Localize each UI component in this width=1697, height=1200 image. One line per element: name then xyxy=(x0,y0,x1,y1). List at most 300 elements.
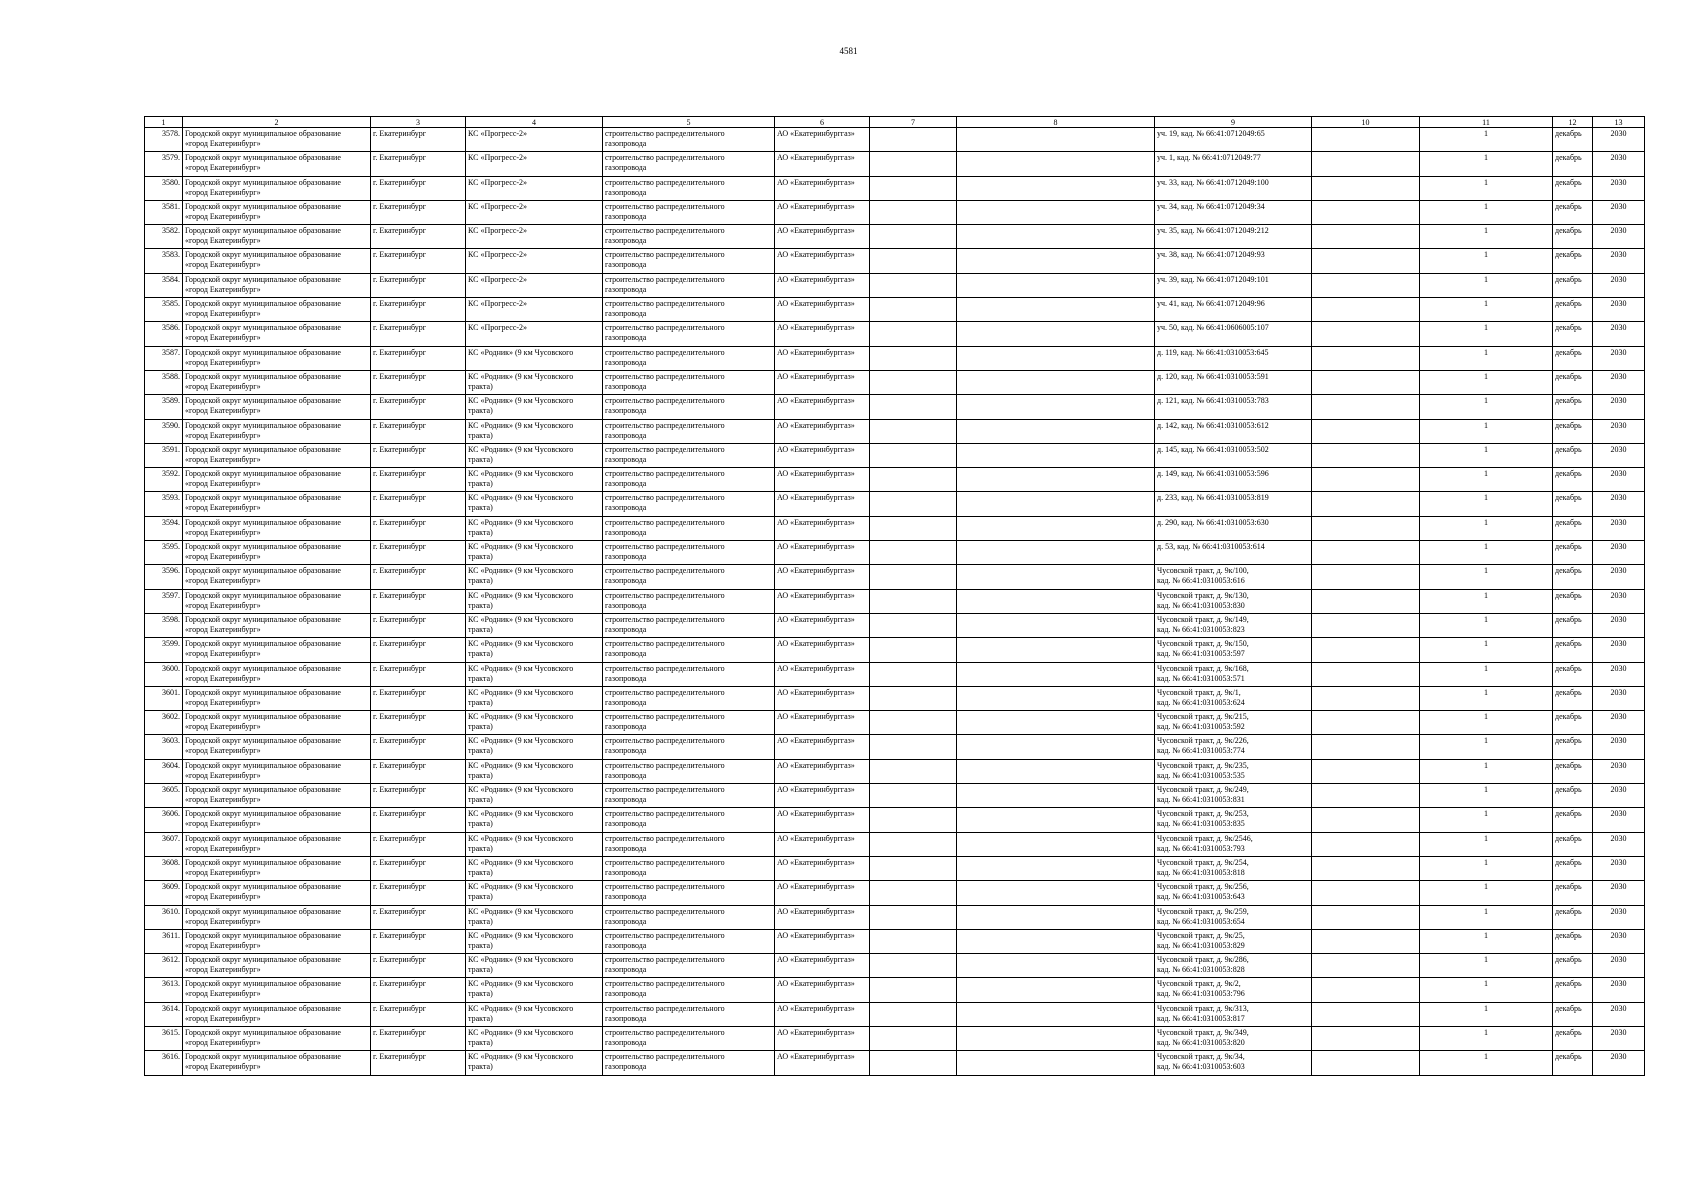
city-cell xyxy=(371,686,466,710)
cell-text: газопровода xyxy=(605,965,647,975)
organization-cell xyxy=(775,638,870,662)
cell-text: г. Екатеринбург xyxy=(373,882,427,892)
column-8-cell xyxy=(957,662,1155,686)
cell-text: «город Екатеринбург» xyxy=(185,746,261,756)
cell-text: декабрь xyxy=(1555,857,1582,867)
work-type-cell xyxy=(603,954,775,978)
quantity-cell xyxy=(1420,346,1553,370)
cell-text: 1 xyxy=(1484,177,1488,187)
year-cell xyxy=(1593,541,1645,565)
station-cell xyxy=(466,395,603,419)
month-cell xyxy=(1553,589,1593,613)
cell-text: тракта) xyxy=(468,552,493,562)
column-8-cell xyxy=(957,905,1155,929)
table-row xyxy=(145,856,1645,880)
address-cell xyxy=(1155,613,1312,637)
cell-text: КС «Родник» (9 км Чусовского xyxy=(468,420,574,430)
row-number-cell xyxy=(145,784,183,808)
work-type-cell xyxy=(603,711,775,735)
cell-text: КС «Родник» (9 км Чусовского xyxy=(468,833,574,843)
cell-text: КС «Прогресс-2» xyxy=(468,201,528,211)
city-cell xyxy=(371,370,466,394)
municipality-cell xyxy=(183,516,371,540)
column-10-cell xyxy=(1312,1026,1420,1050)
cell-text: кад. № 66:41:0310053:829 xyxy=(1157,940,1245,950)
cell-text: КС «Родник» (9 км Чусовского xyxy=(468,493,574,503)
cell-text: строительство распределительного xyxy=(605,1003,725,1013)
cell-text: г. Екатеринбург xyxy=(373,590,427,600)
cell-text: «город Екатеринбург» xyxy=(185,1013,261,1023)
cell-text: Чусовской тракт, д. 9к/215, xyxy=(1157,712,1249,722)
city-cell xyxy=(371,346,466,370)
quantity-cell xyxy=(1420,735,1553,759)
work-type-cell xyxy=(603,200,775,224)
cell-text: Городской округ муниципальное образование xyxy=(185,882,341,892)
cell-text: 1 xyxy=(1484,639,1488,649)
cell-text: Городской округ муниципальное образование xyxy=(185,566,341,576)
cell-text: АО «Екатеринбурггаз» xyxy=(777,469,855,479)
cell-text: 3603. xyxy=(162,736,180,746)
column-8-cell xyxy=(957,225,1155,249)
cell-text: АО «Екатеринбурггаз» xyxy=(777,857,855,867)
organization-cell xyxy=(775,346,870,370)
cell-text: декабрь xyxy=(1555,566,1582,576)
work-type-cell xyxy=(603,492,775,516)
address-cell xyxy=(1155,759,1312,783)
column-10-cell xyxy=(1312,225,1420,249)
address-cell xyxy=(1155,638,1312,662)
address-cell xyxy=(1155,200,1312,224)
cell-text: газопровода xyxy=(605,576,647,586)
row-number-cell xyxy=(145,686,183,710)
cell-text: строительство распределительного xyxy=(605,566,725,576)
row-number-cell xyxy=(145,638,183,662)
cell-text: декабрь xyxy=(1555,712,1582,722)
cell-text: АО «Екатеринбурггаз» xyxy=(777,444,855,454)
quantity-cell xyxy=(1420,395,1553,419)
cell-text: Городской округ муниципальное образование xyxy=(185,1027,341,1037)
quantity-cell xyxy=(1420,200,1553,224)
cell-text: Городской округ муниципальное образование xyxy=(185,371,341,381)
municipality-cell xyxy=(183,808,371,832)
station-cell xyxy=(466,298,603,322)
cell-text: газопровода xyxy=(605,211,647,221)
month-cell xyxy=(1553,856,1593,880)
cell-text: уч. 39, кад. № 66:41:0712049:101 xyxy=(1157,274,1269,284)
cell-text: г. Екатеринбург xyxy=(373,712,427,722)
page-number: 4581 xyxy=(839,46,858,56)
column-7-cell xyxy=(870,881,957,905)
cell-text: г. Екатеринбург xyxy=(373,663,427,673)
work-type-cell xyxy=(603,808,775,832)
table-row xyxy=(145,638,1645,662)
column-10-cell xyxy=(1312,273,1420,297)
cell-text: 1 xyxy=(1484,396,1488,406)
cell-text: строительство распределительного xyxy=(605,226,725,236)
municipality-cell xyxy=(183,759,371,783)
year-cell xyxy=(1593,784,1645,808)
column-7-cell xyxy=(870,1051,957,1075)
city-cell xyxy=(371,881,466,905)
station-cell xyxy=(466,249,603,273)
station-cell xyxy=(466,638,603,662)
cell-text: тракта) xyxy=(468,965,493,975)
cell-text: 1 xyxy=(1484,226,1488,236)
work-type-cell xyxy=(603,152,775,176)
cell-text: декабрь xyxy=(1555,930,1582,940)
cell-text: «город Екатеринбург» xyxy=(185,600,261,610)
row-number-cell xyxy=(145,808,183,832)
cell-text: декабрь xyxy=(1555,955,1582,965)
cell-text: кад. № 66:41:0310053:831 xyxy=(1157,795,1245,805)
cell-text: КС «Прогресс-2» xyxy=(468,153,528,163)
cell-text: г. Екатеринбург xyxy=(373,1052,427,1062)
cell-text: кад. № 66:41:0310053:793 xyxy=(1157,843,1245,853)
column-10-cell xyxy=(1312,613,1420,637)
address-cell xyxy=(1155,686,1312,710)
cell-text: Городской округ муниципальное образование xyxy=(185,201,341,211)
station-cell xyxy=(466,735,603,759)
cell-text: д. 120, кад. № 66:41:0310053:591 xyxy=(1157,371,1269,381)
city-cell xyxy=(371,541,466,565)
work-type-cell xyxy=(603,468,775,492)
column-10-cell xyxy=(1312,711,1420,735)
month-cell xyxy=(1553,565,1593,589)
quantity-cell xyxy=(1420,370,1553,394)
cell-text: «город Екатеринбург» xyxy=(185,770,261,780)
quantity-cell xyxy=(1420,273,1553,297)
cell-text: АО «Екатеринбурггаз» xyxy=(777,979,855,989)
work-type-cell xyxy=(603,832,775,856)
quantity-cell xyxy=(1420,492,1553,516)
address-cell xyxy=(1155,249,1312,273)
city-cell xyxy=(371,273,466,297)
address-cell xyxy=(1155,128,1312,152)
cell-text: Городской округ муниципальное образование xyxy=(185,153,341,163)
cell-text: 2030 xyxy=(1610,201,1627,211)
row-number-cell xyxy=(145,346,183,370)
quantity-cell xyxy=(1420,881,1553,905)
cell-text: 2030 xyxy=(1610,760,1627,770)
row-number-cell xyxy=(145,759,183,783)
cell-text: 1 xyxy=(1484,663,1488,673)
quantity-cell xyxy=(1420,565,1553,589)
cell-text: Чусовской тракт, д. 9к/349, xyxy=(1157,1027,1249,1037)
work-type-cell xyxy=(603,273,775,297)
cell-text: АО «Екатеринбурггаз» xyxy=(777,274,855,284)
station-cell xyxy=(466,322,603,346)
table-row xyxy=(145,541,1645,565)
cell-text: декабрь xyxy=(1555,833,1582,843)
cell-text: декабрь xyxy=(1555,1003,1582,1013)
cell-text: газопровода xyxy=(605,357,647,367)
year-cell xyxy=(1593,1002,1645,1026)
city-cell xyxy=(371,1002,466,1026)
cell-text: 3612. xyxy=(162,955,180,965)
column-8-cell xyxy=(957,686,1155,710)
organization-cell xyxy=(775,565,870,589)
column-8-cell xyxy=(957,711,1155,735)
cell-text: г. Екатеринбург xyxy=(373,371,427,381)
cell-text: АО «Екатеринбурггаз» xyxy=(777,517,855,527)
cell-text: Городской округ муниципальное образование xyxy=(185,639,341,649)
cell-text: г. Екатеринбург xyxy=(373,226,427,236)
column-8-cell xyxy=(957,978,1155,1002)
work-type-cell xyxy=(603,249,775,273)
column-8-cell xyxy=(957,346,1155,370)
column-7-cell xyxy=(870,152,957,176)
cell-text: уч. 19, кад. № 66:41:0712049:65 xyxy=(1157,129,1265,138)
cell-text: Городской округ муниципальное образование xyxy=(185,469,341,479)
cell-text: строительство распределительного xyxy=(605,493,725,503)
column-number: 2 xyxy=(183,117,371,128)
cell-text: 1 xyxy=(1484,590,1488,600)
address-cell xyxy=(1155,152,1312,176)
organization-cell xyxy=(775,516,870,540)
column-7-cell xyxy=(870,784,957,808)
cell-text: 2030 xyxy=(1610,371,1627,381)
column-10-cell xyxy=(1312,808,1420,832)
municipality-cell xyxy=(183,176,371,200)
column-7-cell xyxy=(870,1026,957,1050)
address-cell xyxy=(1155,735,1312,759)
cell-text: д. 53, кад. № 66:41:0310053:614 xyxy=(1157,542,1265,552)
cell-text: д. 119, кад. № 66:41:0310053:645 xyxy=(1157,347,1269,357)
cell-text: декабрь xyxy=(1555,542,1582,552)
cell-text: газопровода xyxy=(605,722,647,732)
quantity-cell xyxy=(1420,541,1553,565)
cell-text: строительство распределительного xyxy=(605,930,725,940)
row-number-cell xyxy=(145,711,183,735)
address-cell xyxy=(1155,1026,1312,1050)
table-row xyxy=(145,1026,1645,1050)
column-8-cell xyxy=(957,516,1155,540)
cell-text: 2030 xyxy=(1610,347,1627,357)
year-cell xyxy=(1593,929,1645,953)
cell-text: Городской округ муниципальное образование xyxy=(185,785,341,795)
municipality-cell xyxy=(183,1051,371,1075)
table-row xyxy=(145,370,1645,394)
quantity-cell xyxy=(1420,176,1553,200)
cell-text: г. Екатеринбург xyxy=(373,930,427,940)
cell-text: КС «Родник» (9 км Чусовского xyxy=(468,712,574,722)
cell-text: кад. № 66:41:0310053:597 xyxy=(1157,649,1245,659)
cell-text: тракта) xyxy=(468,697,493,707)
cell-text: Городской округ муниципальное образование xyxy=(185,274,341,284)
table-row xyxy=(145,905,1645,929)
column-10-cell xyxy=(1312,443,1420,467)
cell-text: строительство распределительного xyxy=(605,347,725,357)
cell-text: 1 xyxy=(1484,129,1488,138)
quantity-cell xyxy=(1420,1026,1553,1050)
column-8-cell xyxy=(957,929,1155,953)
station-cell xyxy=(466,856,603,880)
station-cell xyxy=(466,1051,603,1075)
row-number-cell xyxy=(145,856,183,880)
cell-text: кад. № 66:41:0310053:571 xyxy=(1157,673,1245,683)
cell-text: «город Екатеринбург» xyxy=(185,479,261,489)
cell-text: АО «Екатеринбурггаз» xyxy=(777,955,855,965)
column-number: 13 xyxy=(1593,117,1645,128)
cell-text: тракта) xyxy=(468,867,493,877)
column-10-cell xyxy=(1312,370,1420,394)
cell-text: 3587. xyxy=(162,347,180,357)
city-cell xyxy=(371,225,466,249)
table-row xyxy=(145,954,1645,978)
cell-text: АО «Екатеринбурггаз» xyxy=(777,930,855,940)
organization-cell xyxy=(775,1051,870,1075)
cell-text: 1 xyxy=(1484,1052,1488,1062)
cell-text: КС «Родник» (9 км Чусовского xyxy=(468,371,574,381)
cell-text: АО «Екатеринбурггаз» xyxy=(777,347,855,357)
cell-text: «город Екатеринбург» xyxy=(185,892,261,902)
station-cell xyxy=(466,978,603,1002)
organization-cell xyxy=(775,298,870,322)
cell-text: АО «Екатеринбурггаз» xyxy=(777,590,855,600)
table-row xyxy=(145,249,1645,273)
quantity-cell xyxy=(1420,249,1553,273)
year-cell xyxy=(1593,759,1645,783)
organization-cell xyxy=(775,589,870,613)
cell-text: КС «Родник» (9 км Чусовского xyxy=(468,614,574,624)
cell-text: декабрь xyxy=(1555,809,1582,819)
quantity-cell xyxy=(1420,759,1553,783)
cell-text: АО «Екатеринбурггаз» xyxy=(777,177,855,187)
month-cell xyxy=(1553,492,1593,516)
city-cell xyxy=(371,759,466,783)
address-cell xyxy=(1155,711,1312,735)
cell-text: тракта) xyxy=(468,819,493,829)
work-type-cell xyxy=(603,370,775,394)
cell-text: АО «Екатеринбурггаз» xyxy=(777,906,855,916)
organization-cell xyxy=(775,856,870,880)
station-cell xyxy=(466,1002,603,1026)
organization-cell xyxy=(775,808,870,832)
cell-text: строительство распределительного xyxy=(605,444,725,454)
cell-text: АО «Екатеринбурггаз» xyxy=(777,639,855,649)
table-row xyxy=(145,589,1645,613)
address-cell xyxy=(1155,978,1312,1002)
row-number-cell xyxy=(145,468,183,492)
cell-text: декабрь xyxy=(1555,396,1582,406)
quantity-cell xyxy=(1420,1051,1553,1075)
column-7-cell xyxy=(870,905,957,929)
cell-text: кад. № 66:41:0310053:654 xyxy=(1157,916,1245,926)
row-number-cell xyxy=(145,905,183,929)
table-row xyxy=(145,176,1645,200)
cell-text: тракта) xyxy=(468,527,493,537)
cell-text: 3582. xyxy=(162,226,180,236)
cell-text: 2030 xyxy=(1610,833,1627,843)
year-cell xyxy=(1593,152,1645,176)
cell-text: «город Екатеринбург» xyxy=(185,819,261,829)
table-row xyxy=(145,298,1645,322)
column-7-cell xyxy=(870,468,957,492)
cell-text: КС «Родник» (9 км Чусовского xyxy=(468,444,574,454)
cell-text: декабрь xyxy=(1555,153,1582,163)
cell-text: 3594. xyxy=(162,517,180,527)
municipality-cell xyxy=(183,419,371,443)
cell-text: газопровода xyxy=(605,139,647,148)
cell-text: газопровода xyxy=(605,1062,647,1072)
cell-text: строительство распределительного xyxy=(605,882,725,892)
cell-text: 2030 xyxy=(1610,955,1627,965)
column-8-cell xyxy=(957,832,1155,856)
cell-text: газопровода xyxy=(605,309,647,319)
cell-text: «город Екатеринбург» xyxy=(185,236,261,246)
cell-text: кад. № 66:41:0310053:535 xyxy=(1157,770,1245,780)
cell-text: КС «Родник» (9 км Чусовского xyxy=(468,882,574,892)
cell-text: кад. № 66:41:0310053:592 xyxy=(1157,722,1245,732)
station-cell xyxy=(466,905,603,929)
cell-text: строительство распределительного xyxy=(605,663,725,673)
quantity-cell xyxy=(1420,225,1553,249)
column-8-cell xyxy=(957,468,1155,492)
cell-text: 1 xyxy=(1484,1003,1488,1013)
cell-text: 3614. xyxy=(162,1003,180,1013)
cell-text: кад. № 66:41:0310053:828 xyxy=(1157,965,1245,975)
cell-text: строительство распределительного xyxy=(605,542,725,552)
column-10-cell xyxy=(1312,784,1420,808)
organization-cell xyxy=(775,468,870,492)
column-10-cell xyxy=(1312,516,1420,540)
cell-text: 2030 xyxy=(1610,1027,1627,1037)
cell-text: 3615. xyxy=(162,1027,180,1037)
cell-text: строительство распределительного xyxy=(605,590,725,600)
cell-text: газопровода xyxy=(605,479,647,489)
cell-text: 3598. xyxy=(162,614,180,624)
cell-text: газопровода xyxy=(605,940,647,950)
cell-text: Чусовской тракт, д. 9к/149, xyxy=(1157,614,1249,624)
cell-text: д. 233, кад. № 66:41:0310053:819 xyxy=(1157,493,1269,503)
municipality-cell xyxy=(183,152,371,176)
municipality-cell xyxy=(183,298,371,322)
cell-text: 3609. xyxy=(162,882,180,892)
row-number-cell xyxy=(145,370,183,394)
cell-text: г. Екатеринбург xyxy=(373,323,427,333)
address-cell xyxy=(1155,516,1312,540)
cell-text: 1 xyxy=(1484,299,1488,309)
column-10-cell xyxy=(1312,759,1420,783)
cell-text: КС «Прогресс-2» xyxy=(468,226,528,236)
month-cell xyxy=(1553,419,1593,443)
cell-text: газопровода xyxy=(605,503,647,513)
cell-text: строительство распределительного xyxy=(605,639,725,649)
city-cell xyxy=(371,638,466,662)
column-8-cell xyxy=(957,759,1155,783)
cell-text: уч. 33, кад. № 66:41:0712049:100 xyxy=(1157,177,1269,187)
cell-text: КС «Родник» (9 км Чусовского xyxy=(468,760,574,770)
work-type-cell xyxy=(603,978,775,1002)
municipality-cell xyxy=(183,954,371,978)
column-8-cell xyxy=(957,856,1155,880)
municipality-cell xyxy=(183,905,371,929)
work-type-cell xyxy=(603,1051,775,1075)
cell-text: «город Екатеринбург» xyxy=(185,843,261,853)
month-cell xyxy=(1553,225,1593,249)
work-type-cell xyxy=(603,541,775,565)
cell-text: АО «Екатеринбурггаз» xyxy=(777,129,855,138)
cell-text: г. Екатеринбург xyxy=(373,566,427,576)
cell-text: 3604. xyxy=(162,760,180,770)
cell-text: Городской округ муниципальное образование xyxy=(185,493,341,503)
cell-text: д. 121, кад. № 66:41:0310053:783 xyxy=(1157,396,1269,406)
cell-text: строительство распределительного xyxy=(605,517,725,527)
cell-text: КС «Родник» (9 км Чусовского xyxy=(468,736,574,746)
cell-text: тракта) xyxy=(468,624,493,634)
cell-text: «город Екатеринбург» xyxy=(185,867,261,877)
cell-text: 3595. xyxy=(162,542,180,552)
